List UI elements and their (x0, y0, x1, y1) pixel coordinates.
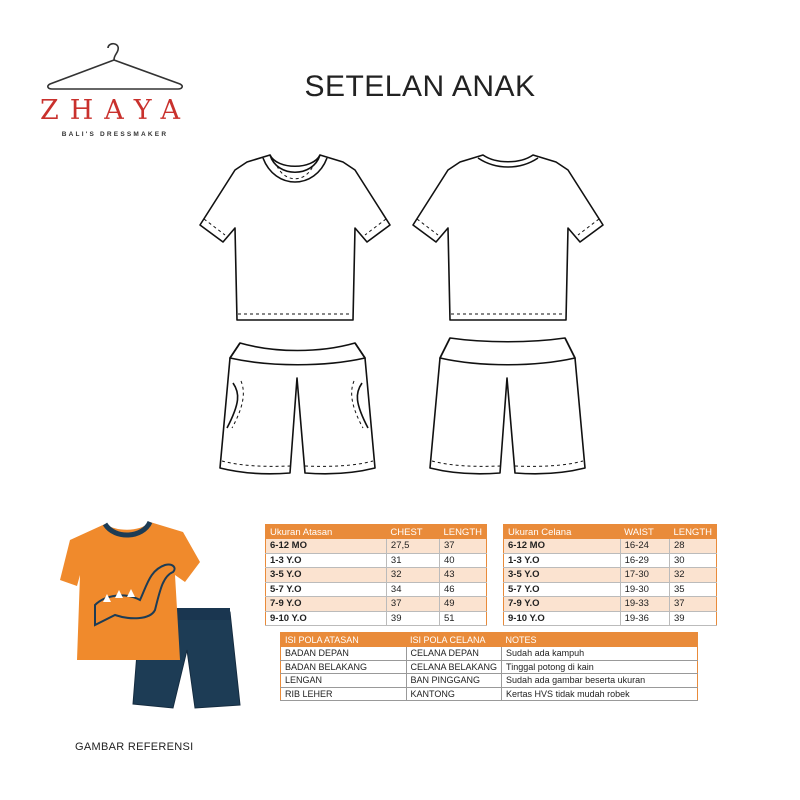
size-cell: 9-10 Y.O (266, 611, 387, 626)
brand-name: ZHAYA (40, 95, 191, 126)
value-cell: 37 (439, 539, 486, 553)
value-cell: 27,5 (386, 539, 439, 553)
pattern-cell: BADAN BELAKANG (281, 660, 407, 674)
value-cell: 43 (439, 568, 486, 583)
value-cell: 49 (439, 597, 486, 612)
value-cell: 19-33 (620, 597, 669, 612)
size-cell: 6-12 MO (266, 539, 387, 553)
note-cell: Tinggal potong di kain (502, 660, 698, 674)
table-row (266, 553, 487, 568)
header-pants-pattern: ISI POLA CELANA (406, 633, 502, 648)
size-cell: 7-9 Y.O (504, 597, 621, 612)
value-cell: 16-24 (620, 539, 669, 553)
table-row (504, 582, 717, 597)
table-row (266, 582, 487, 597)
value-cell: 28 (669, 539, 716, 553)
top-size-table (265, 524, 487, 626)
header-chest: CHEST (386, 525, 439, 540)
size-cell: 5-7 Y.O (504, 582, 621, 597)
value-cell: 19-36 (620, 611, 669, 626)
size-cell: 3-5 Y.O (266, 568, 387, 583)
table-row (504, 553, 717, 568)
reference-photo (55, 520, 255, 720)
value-cell: 17-30 (620, 568, 669, 583)
size-cell: 6-12 MO (504, 539, 621, 553)
table-row (266, 611, 487, 626)
header-size: Ukuran Celana (504, 525, 621, 540)
value-cell: 16-29 (620, 553, 669, 568)
table-row (504, 597, 717, 612)
value-cell: 37 (669, 597, 716, 612)
shirt-back-sketch (408, 150, 608, 330)
shorts-front-sketch (215, 333, 380, 483)
header-size: Ukuran Atasan (266, 525, 387, 540)
table-row (281, 687, 698, 701)
value-cell: 37 (386, 597, 439, 612)
pattern-cell: CELANA DEPAN (406, 647, 502, 660)
value-cell: 30 (669, 553, 716, 568)
note-cell: Sudah ada gambar beserta ukuran (502, 674, 698, 688)
header-top-pattern: ISI POLA ATASAN (281, 633, 407, 648)
size-cell: 3-5 Y.O (504, 568, 621, 583)
table-row (504, 611, 717, 626)
reference-caption: GAMBAR REFERENSI (75, 741, 194, 753)
header-length: LENGTH (439, 525, 486, 540)
table-row (281, 660, 698, 674)
header-waist: WAIST (620, 525, 669, 540)
value-cell: 39 (386, 611, 439, 626)
value-cell: 19-30 (620, 582, 669, 597)
table-row (266, 568, 487, 583)
size-cell: 5-7 Y.O (266, 582, 387, 597)
value-cell: 32 (669, 568, 716, 583)
hanger-icon (40, 40, 190, 100)
size-cell: 1-3 Y.O (266, 553, 387, 568)
pattern-cell: BAN PINGGANG (406, 674, 502, 688)
value-cell: 40 (439, 553, 486, 568)
size-cell: 9-10 Y.O (504, 611, 621, 626)
size-cell: 1-3 Y.O (504, 553, 621, 568)
value-cell: 35 (669, 582, 716, 597)
pattern-cell: KANTONG (406, 687, 502, 701)
value-cell: 51 (439, 611, 486, 626)
header-length: LENGTH (669, 525, 716, 540)
header-notes: NOTES (502, 633, 698, 648)
value-cell: 34 (386, 582, 439, 597)
table-row (266, 539, 487, 553)
shirt-front-sketch (195, 150, 395, 330)
value-cell: 46 (439, 582, 486, 597)
brand-tagline: BALI'S DRESSMAKER (61, 131, 169, 138)
shorts-back-sketch (425, 333, 590, 483)
brand-logo (40, 40, 200, 150)
pattern-cell: CELANA BELAKANG (406, 660, 502, 674)
pattern-cell: RIB LEHER (281, 687, 407, 701)
value-cell: 39 (669, 611, 716, 626)
table-row (266, 597, 487, 612)
pattern-cell: LENGAN (281, 674, 407, 688)
table-row (281, 647, 698, 660)
pants-size-table (503, 524, 717, 626)
pattern-cell: BADAN DEPAN (281, 647, 407, 660)
size-cell: 7-9 Y.O (266, 597, 387, 612)
page-title: SETELAN ANAK (304, 70, 536, 103)
pattern-contents-table (280, 632, 698, 701)
note-cell: Kertas HVS tidak mudah robek (502, 687, 698, 701)
table-row (504, 539, 717, 553)
value-cell: 31 (386, 553, 439, 568)
table-row (281, 674, 698, 688)
value-cell: 32 (386, 568, 439, 583)
note-cell: Sudah ada kampuh (502, 647, 698, 660)
table-row (504, 568, 717, 583)
